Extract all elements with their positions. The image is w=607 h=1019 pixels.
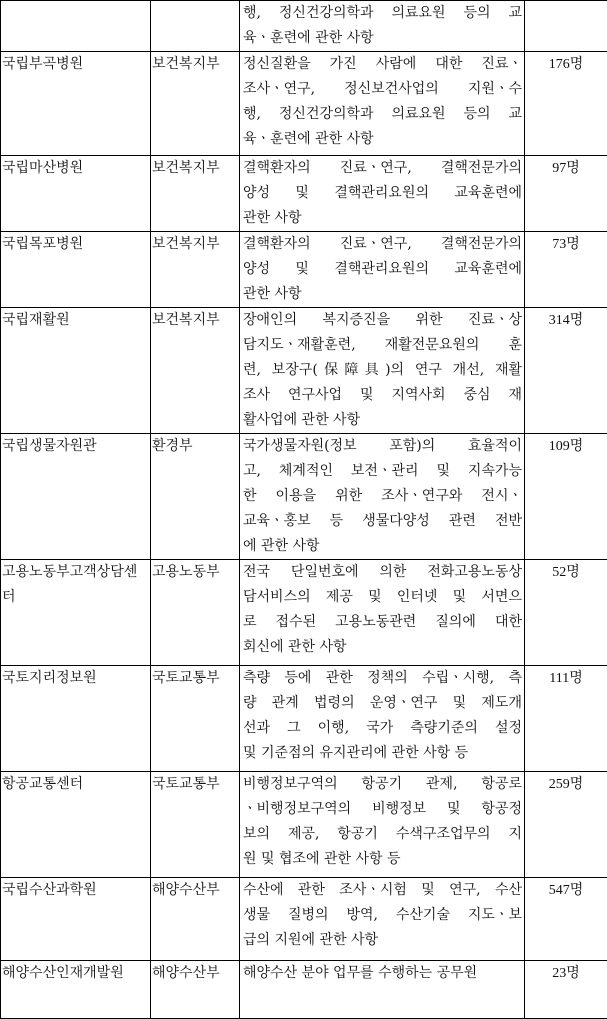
agency-name-cell: 국립생물자원관 xyxy=(1,434,151,560)
staff-count-cell: 547명 xyxy=(525,878,607,961)
duty-description-cell xyxy=(240,560,525,666)
duty-line: 교육ㆍ홍보 등 생물다양성 관련 전반 xyxy=(243,509,522,534)
table-row xyxy=(1,560,607,666)
ministry-cell: 국토교통부 xyxy=(151,772,240,878)
duty-line: 조사ㆍ연구, 정신보건사업의 지원ㆍ수 xyxy=(243,77,522,102)
table-row xyxy=(1,1,607,52)
duty-line: 관한 사항 xyxy=(243,282,522,307)
duty-line: 측량 등에 관한 정책의 수립ㆍ시행, 측 xyxy=(243,666,522,691)
staff-count-cell: 176명 xyxy=(525,52,607,156)
ministry-cell: 국토교통부 xyxy=(151,666,240,772)
table-row xyxy=(1,961,607,1019)
staff-count-cell: 73명 xyxy=(525,232,607,308)
duty-line: 양성 및 결핵관리요원의 교육훈련에 xyxy=(243,181,522,206)
table-row xyxy=(1,308,607,434)
duty-description-cell xyxy=(240,52,525,156)
staff-count-cell: 111명 xyxy=(525,666,607,772)
agency-name-cell xyxy=(1,1,151,52)
duty-line: 수산에 관한 조사ㆍ시험 및 연구, 수산 xyxy=(243,878,522,903)
duty-description-cell xyxy=(240,232,525,308)
duty-description-cell xyxy=(240,772,525,878)
duty-line: 량 관계 법령의 운영ㆍ연구 및 제도개 xyxy=(243,691,522,716)
duty-line: 전국 단일번호에 의한 전화고용노동상 xyxy=(243,560,522,585)
duty-line: 양성 및 결핵관리요원의 교육훈련에 xyxy=(243,257,522,282)
ministry-cell: 보건복지부 xyxy=(151,232,240,308)
table-row xyxy=(1,666,607,772)
duty-line: 결핵환자의 진료ㆍ연구, 결핵전문가의 xyxy=(243,232,522,257)
ministry-cell: 보건복지부 xyxy=(151,156,240,232)
staff-count-cell: 109명 xyxy=(525,434,607,560)
table-row xyxy=(1,232,607,308)
duty-description-cell xyxy=(240,961,525,1019)
ministry-cell: 환경부 xyxy=(151,434,240,560)
staff-count-cell: 52명 xyxy=(525,560,607,666)
duty-line: 로 접수된 고용노동관련 질의에 대한 xyxy=(243,610,522,635)
ministry-cell: 보건복지부 xyxy=(151,308,240,434)
duty-line: 관한 사항 xyxy=(243,206,522,231)
staff-count-cell: 314명 xyxy=(525,308,607,434)
duty-line: 고, 체계적인 보전ㆍ관리 및 지속가능 xyxy=(243,459,522,484)
duty-line: 에 관한 사항 xyxy=(243,534,522,559)
duty-line: 원 및 협조에 관한 사항 등 xyxy=(243,847,522,872)
duty-line: 해양수산 분야 업무를 수행하는 공무원 xyxy=(243,961,522,986)
agency-name-cell: 고용노동부고객상담센터 xyxy=(1,560,151,666)
agency-name-cell: 국립재활원 xyxy=(1,308,151,434)
duty-line: 정신질환을 가진 사람에 대한 진료ㆍ xyxy=(243,52,522,77)
staff-count-cell: 23명 xyxy=(525,961,607,1019)
staff-count-cell xyxy=(525,1,607,52)
duty-line: 담지도ㆍ재활훈련, 재활전문요원의 훈 xyxy=(243,333,522,358)
duty-line: 생물 질병의 방역, 수산기술 지도ㆍ보 xyxy=(243,903,522,928)
duty-description-cell xyxy=(240,156,525,232)
agency-name-cell: 국립수산과학원 xyxy=(1,878,151,961)
table-row xyxy=(1,156,607,232)
ministry-cell: 해양수산부 xyxy=(151,961,240,1019)
duty-line: 비행정보구역의 항공기 관제, 항공로 xyxy=(243,772,522,797)
duty-line: 국가생물자원(정보 포함)의 효율적이 xyxy=(243,434,522,459)
duty-line: 선과 그 이행, 국가 측량기준의 설정 xyxy=(243,716,522,741)
agency-name-cell: 국립목포병원 xyxy=(1,232,151,308)
agency-name-cell: 항공교통센터 xyxy=(1,772,151,878)
staff-count-cell: 97명 xyxy=(525,156,607,232)
ministry-cell xyxy=(151,1,240,52)
duty-line: 조사 연구사업 및 지역사회 중심 재 xyxy=(243,383,522,408)
duty-description-cell xyxy=(240,434,525,560)
duty-description-cell xyxy=(240,308,525,434)
agency-name-cell: 해양수산인재개발원 xyxy=(1,961,151,1019)
duty-line: 장애인의 복지증진을 위한 진료ㆍ상 xyxy=(243,308,522,333)
duty-line: 한 이용을 위한 조사ㆍ연구와 전시ㆍ xyxy=(243,484,522,509)
duty-line: 행, 정신건강의학과 의료요원 등의 교 xyxy=(243,102,522,127)
duty-description-cell xyxy=(240,666,525,772)
agency-name-cell: 국립마산병원 xyxy=(1,156,151,232)
duty-line: 보의 제공, 항공기 수색구조업무의 지 xyxy=(243,822,522,847)
staff-count-cell: 259명 xyxy=(525,772,607,878)
duty-line: 및 기준점의 유지관리에 관한 사항 등 xyxy=(243,741,522,766)
duty-description-cell xyxy=(240,878,525,961)
duty-line: 회신에 관한 사항 xyxy=(243,635,522,660)
table-row xyxy=(1,772,607,878)
duty-line: ㆍ비행정보구역의 비행정보 및 항공정 xyxy=(243,797,522,822)
duty-line: 급의 지원에 관한 사항 xyxy=(243,928,522,953)
duty-line: 결핵환자의 진료ㆍ연구, 결핵전문가의 xyxy=(243,156,522,181)
duty-line: 행, 정신건강의학과 의료요원 등의 교 xyxy=(243,1,522,26)
agency-table-body xyxy=(1,1,607,1019)
duty-line: 육ㆍ훈련에 관한 사항 xyxy=(243,26,522,51)
duty-line: 련, 보장구(保障具)의 연구 개선, 재활 xyxy=(243,358,522,383)
duty-line: 활사업에 관한 사항 xyxy=(243,408,522,433)
ministry-cell: 고용노동부 xyxy=(151,560,240,666)
ministry-cell: 해양수산부 xyxy=(151,878,240,961)
table-row xyxy=(1,878,607,961)
table-row xyxy=(1,434,607,560)
duty-description-cell xyxy=(240,1,525,52)
duty-line: 담서비스의 제공 및 인터넷 및 서면으 xyxy=(243,585,522,610)
duty-line: 육ㆍ훈련에 관한 사항 xyxy=(243,127,522,152)
table-row xyxy=(1,52,607,156)
agency-name-cell: 국토지리정보원 xyxy=(1,666,151,772)
agency-name-cell: 국립부곡병원 xyxy=(1,52,151,156)
ministry-cell: 보건복지부 xyxy=(151,52,240,156)
